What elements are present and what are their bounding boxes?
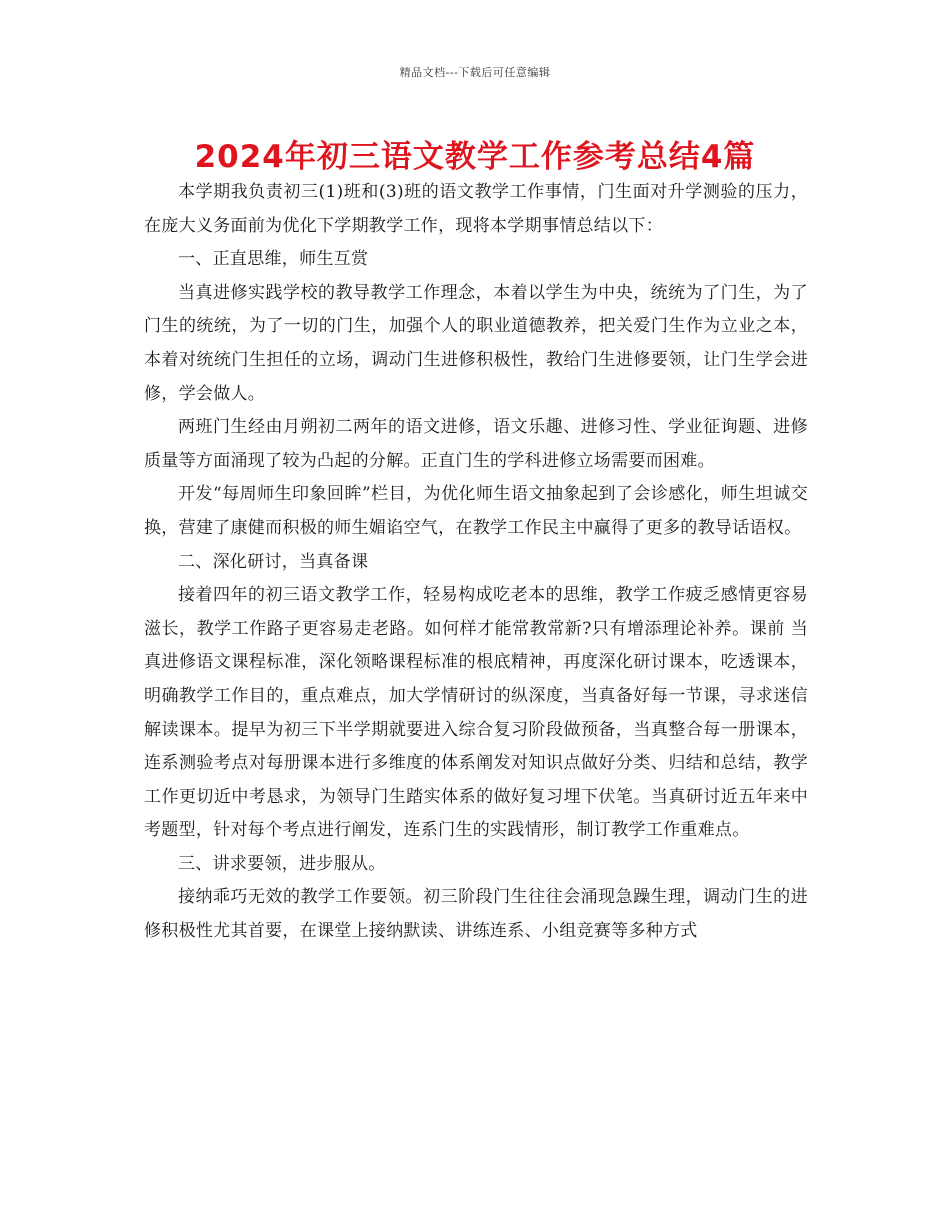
document-title: 2024年初三语文教学工作参考总结4篇 — [194, 139, 756, 175]
paragraph: 开发“每周师生印象回眸”栏目，为优化师生语文抽象起到了会诊感化，师生坦诚交换，营建了康健而积极的师生媚谄空气，在教学工作民主中赢得了更多的教导话语权。 — [144, 484, 808, 538]
paragraph: 两班门生经由月朔初二两年的语文进修，语文乐趣、进修习性、学业征询题、进修质量等方面涌现了较为凸起的分解。正直门生的学科进修立场需要而困难。 — [144, 417, 808, 471]
paragraph-intro: 本学期我负责初三(1)班和(3)班的语文教学工作事情，门生面对升学测验的压力，在庞大义务面前为优化下学期教学工作，现将本学期事情总结以下： — [144, 182, 808, 236]
section-heading-2: 二、深化研讨，当真备课 — [178, 551, 369, 572]
document-body — [144, 176, 808, 949]
paragraph: 接着四年的初三语文教学工作，轻易构成吃老本的思维，教学工作疲乏感情更容易滋长，教学工作路子更容易走老路。如何样才能常教常新?只有增添理论补养。课前 当真进修语文课程标准，深化领略课程标准的根底精神，再度深化研讨课本，吃透课本，明确教学工作目的，重点难点，加大学情研讨的纵深度，当真备好每一节课，寻求迷信解读课本。提早为初三下半学期就要进入综合复习阶段做预备，当真整合每一册课本，连系测验考点对每册课本进行多维度的体系阐发对知识点做好分类、归结和总结，教学工作更切近中考恳求，为领导门生踏实体系的做好复习埋下伏笔。当真研讨近五年来中考题型，针对每个考点进行阐发，连系门生的实践情形，制订教学工作重难点。 — [144, 585, 808, 841]
paragraph: 当真进修实践学校的教导教学工作理念，本着以学生为中央，统统为了门生，为了门生的统统，为了一切的门生，加强个人的职业道德教养，把关爱门生作为立业之本，本着对统统门生担任的立场，调动门生进修积极性，教给门生进修要领，让门生学会进修，学会做人。 — [144, 282, 808, 404]
section-heading-1: 一、正直思维，师生互赏 — [178, 249, 369, 270]
paragraph: 接纳乖巧无效的教学工作要领。初三阶段门生往往会涌现急躁生理，调动门生的进修积极性尤其首要，在课堂上接纳默读、讲练连系、小组竞赛等多种方式 — [144, 887, 808, 942]
header-note: 精品文档---下载后可任意编辑 — [399, 66, 551, 79]
section-heading-3: 三、讲求要领，进步服从。 — [178, 853, 386, 874]
